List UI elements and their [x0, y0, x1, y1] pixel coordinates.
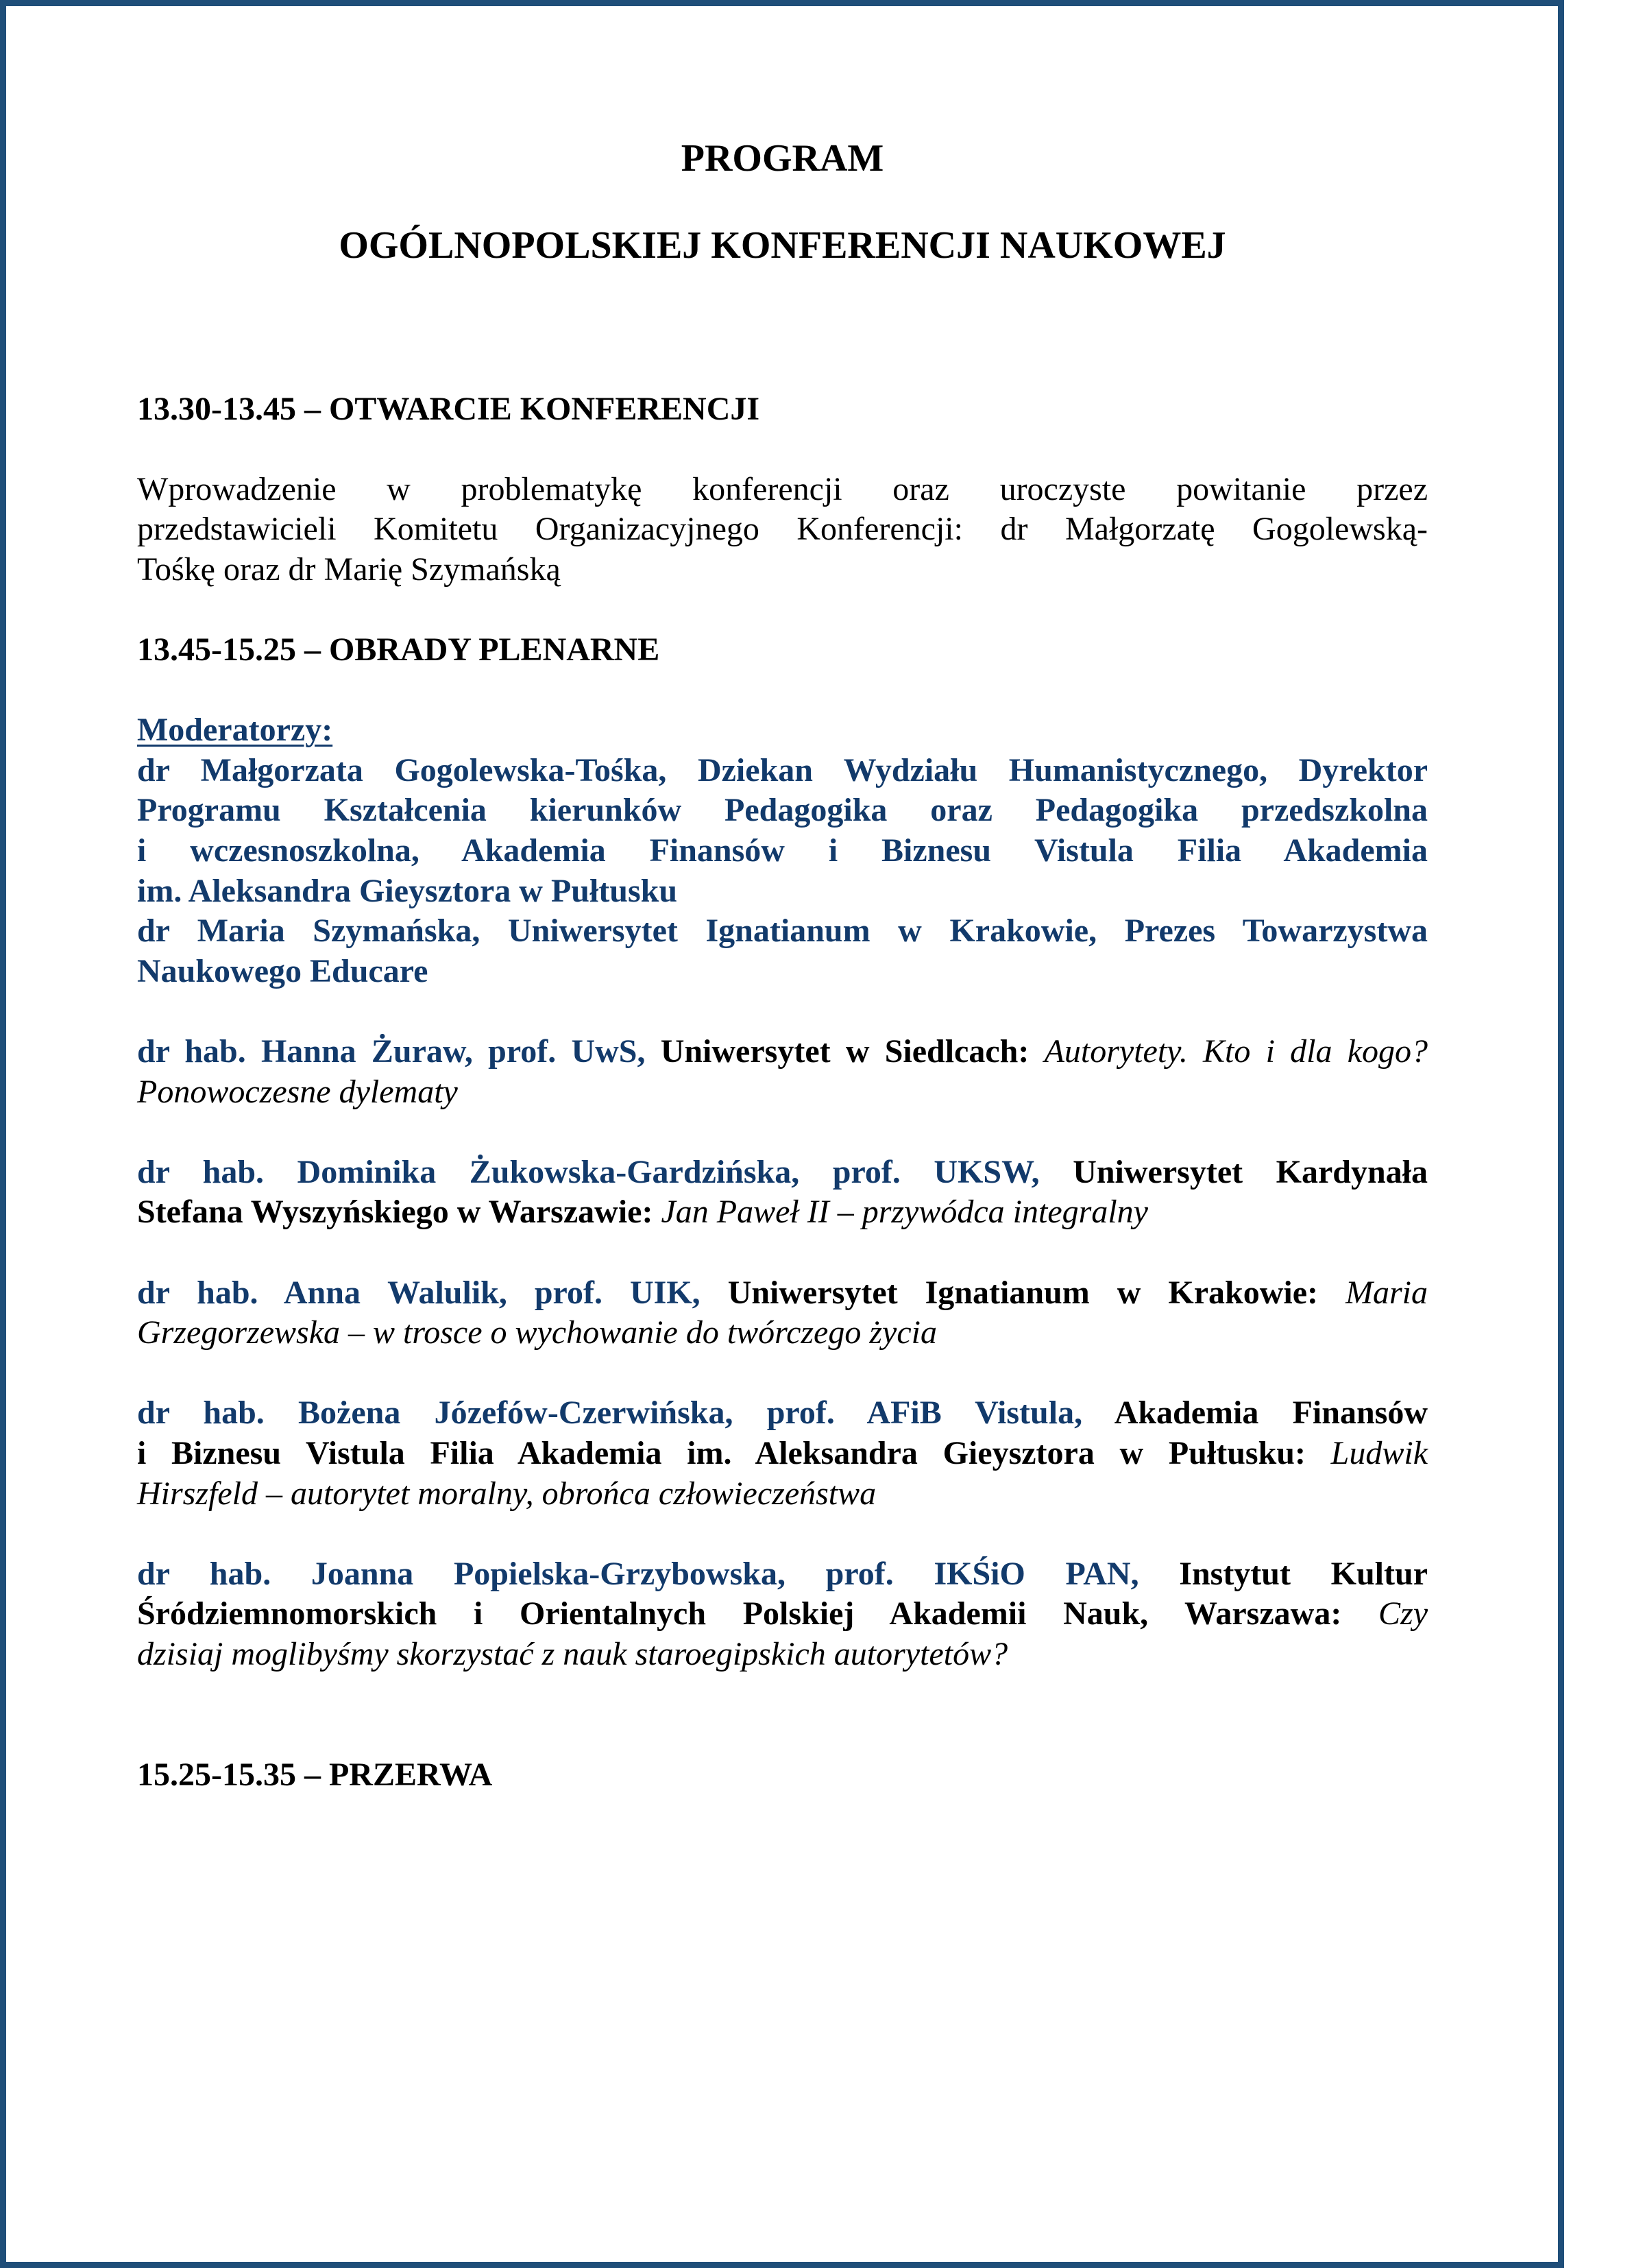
moderators-list: [137, 751, 1428, 992]
speaker-name: dr hab. Dominika Żukowska-Gardzińska, prof. UKSW,: [137, 1153, 1073, 1190]
text-line: [137, 1153, 1428, 1193]
moderator-text: Naukowego Educare: [137, 952, 428, 989]
affiliation: Śródziemnomorskich i Orientalnych Polskiej Akademii Nauk, Warszawa:: [137, 1595, 1378, 1632]
text-line: [137, 1032, 1428, 1072]
affiliation: Uniwersytet w Siedlcach:: [660, 1033, 1045, 1070]
page-subtitle: OGÓLNOPOLSKIEJ KONFERENCJI NAUKOWEJ: [339, 224, 1226, 267]
moderator-text: im. Aleksandra Gieysztora w Pułtusku: [137, 872, 678, 909]
text-line: [137, 831, 1428, 871]
talk-title: Jan Paweł II – przywódca integralny: [661, 1194, 1148, 1231]
talk-title: Hirszfeld – autorytet moralny, obrońca człowieczeństwa: [137, 1475, 877, 1512]
speaker-name: dr hab. Anna Walulik, prof. UIK,: [137, 1274, 728, 1311]
text-line: [137, 791, 1428, 831]
text-line: [137, 871, 1428, 912]
text-line: [137, 1434, 1428, 1474]
text-line: [137, 1474, 1428, 1515]
speaker-name: dr hab. Joanna Popielska-Grzybowska, prof. IKŚiO PAN,: [137, 1555, 1180, 1592]
moderator-entry: [137, 911, 1428, 991]
session-heading: 15.25-15.35 – PRZERWA: [137, 1756, 493, 1793]
text-line: [137, 1072, 1428, 1113]
talk-title: Maria: [1345, 1274, 1428, 1311]
affiliation: i Biznesu Vistula Filia Akademia im. Aleksandra Gieysztora w Pułtusku:: [137, 1434, 1331, 1471]
talk-entry: [137, 1273, 1428, 1353]
page-title: PROGRAM: [681, 137, 884, 180]
talk-title: Autorytety. Kto i dla kogo?: [1044, 1033, 1428, 1070]
moderator-entry: [137, 751, 1428, 911]
affiliation: Akademia Finansów: [1114, 1395, 1428, 1432]
text-line: przedstawicieli Komitetu Organizacyjnego Konferencji: dr Małgorzatę Gogolewską-: [137, 511, 1428, 548]
text-line: [137, 1273, 1428, 1314]
talk-title: Ponowoczesne dylematy: [137, 1073, 458, 1110]
moderator-text: i wczesnoszkolna, Akademia Finansów i Biznesu Vistula Filia Akademia: [137, 832, 1428, 869]
session-break: [137, 1755, 1428, 1796]
talk-entry: [137, 1153, 1428, 1233]
talk-entry: [137, 1393, 1428, 1514]
text-line: [137, 1192, 1428, 1233]
moderator-text: dr Małgorzata Gogolewska-Tośka, Dziekan Wydziału Humanistycznego, Dyrektor: [137, 751, 1428, 788]
affiliation: Uniwersytet Kardynała: [1073, 1153, 1428, 1190]
talk-title: Grzegorzewska – w trosce o wychowanie do twórczego życia: [137, 1314, 937, 1351]
session-heading: 13.45-15.25 – OBRADY PLENARNE: [137, 631, 660, 668]
talk-title: Ludwik: [1330, 1434, 1428, 1471]
text-line: [137, 1634, 1428, 1675]
session-heading: 13.30-13.45 – OTWARCIE KONFERENCJI: [137, 390, 760, 427]
text-line: [137, 751, 1428, 791]
session-plenary: [137, 630, 1428, 1674]
affiliation: Stefana Wyszyńskiego w Warszawie:: [137, 1194, 661, 1231]
text-line: Tośkę oraz dr Marię Szymańską: [137, 551, 561, 588]
talk-entry: [137, 1554, 1428, 1675]
speaker-name: dr hab. Bożena Józefów-Czerwińska, prof. AFiB Vistula,: [137, 1395, 1115, 1432]
text-line: Wprowadzenie w problematykę konferencji oraz uroczyste powitanie przez: [137, 470, 1428, 507]
text-line: [137, 1554, 1428, 1595]
talk-entry: [137, 1032, 1428, 1112]
moderator-text: dr Maria Szymańska, Uniwersytet Ignatianum w Krakowie, Prezes Towarzystwa: [137, 913, 1428, 950]
text-line: [137, 911, 1428, 952]
talks-list: [137, 1032, 1428, 1675]
text-line: [137, 1393, 1428, 1434]
program-body: [137, 389, 1428, 1796]
moderator-text: Programu Kształcenia kierunków Pedagogika oraz Pedagogika przedszkolna: [137, 792, 1428, 829]
moderators-block: [137, 710, 1428, 991]
moderators-label: Moderatorzy:: [137, 712, 333, 749]
affiliation: Uniwersytet Ignatianum w Krakowie:: [727, 1274, 1346, 1311]
talk-title: dzisiaj moglibyśmy skorzystać z nauk staroegipskich autorytetów?: [137, 1635, 1008, 1672]
session-description: [137, 470, 1428, 590]
affiliation: Instytut Kultur: [1179, 1555, 1428, 1592]
talk-title: Czy: [1378, 1595, 1428, 1632]
text-line: [137, 1313, 1428, 1353]
text-line: [137, 952, 1428, 992]
text-line: [137, 1594, 1428, 1634]
speaker-name: dr hab. Hanna Żuraw, prof. UwS,: [137, 1033, 661, 1070]
session-opening: [137, 389, 1428, 590]
